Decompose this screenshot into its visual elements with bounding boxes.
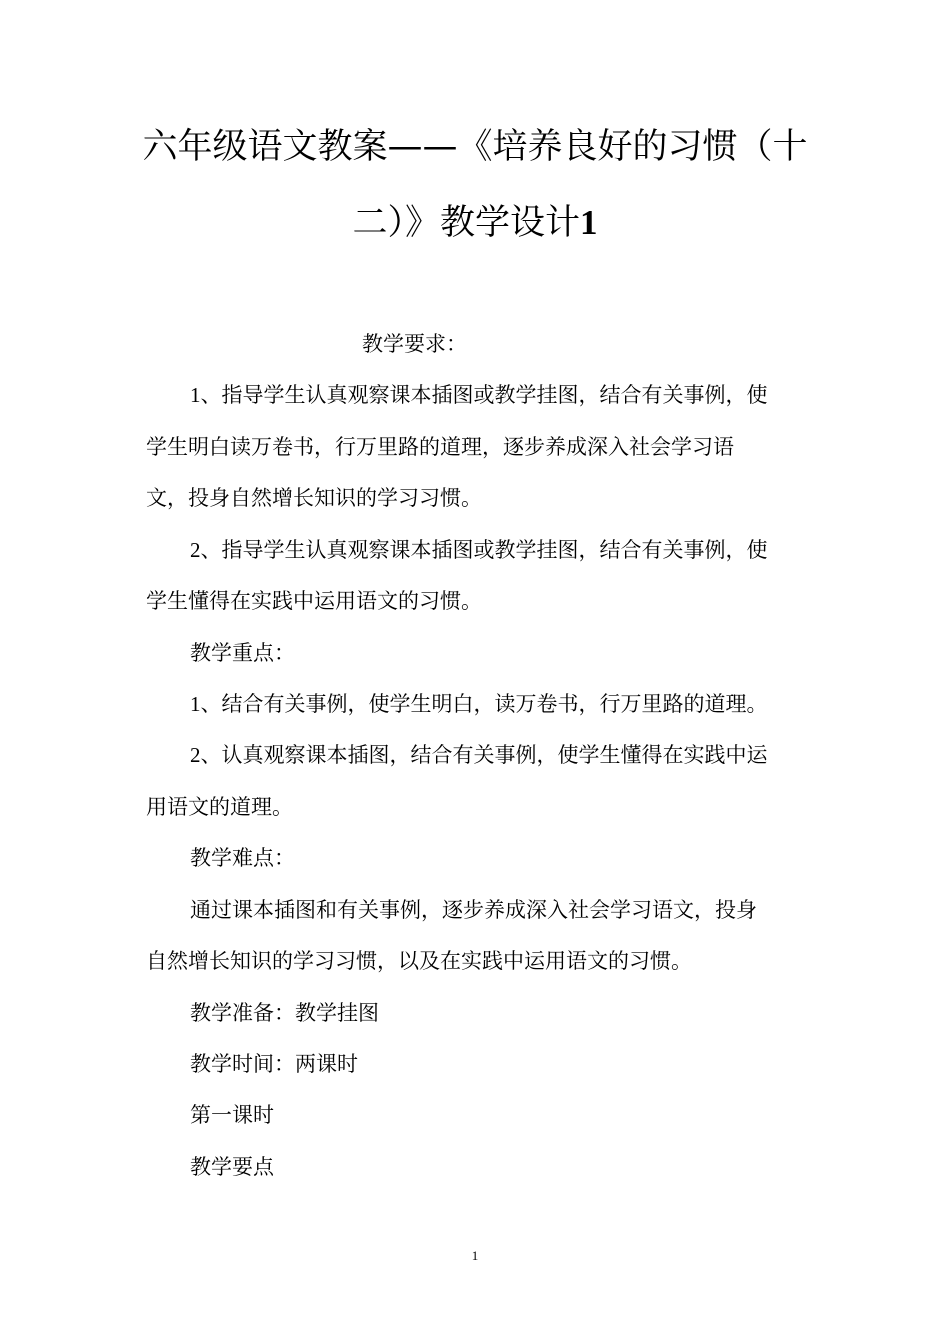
teaching-points-heading: 教学要点 bbox=[190, 1155, 274, 1179]
teaching-preparation: 教学准备：教学挂图 bbox=[190, 1001, 379, 1025]
paragraph-text: 、指导学生认真观察课本插图或教学挂图，结合有关事例，使 bbox=[200, 538, 768, 562]
title-number: 1 bbox=[580, 203, 598, 242]
difficulty-heading: 教学难点： bbox=[190, 846, 295, 870]
requirement-2-line-1 bbox=[190, 536, 768, 564]
first-lesson-heading: 第一课时 bbox=[190, 1103, 274, 1127]
key-point-1 bbox=[190, 690, 768, 718]
teaching-time: 教学时间：两课时 bbox=[190, 1052, 358, 1076]
requirement-1-line-1 bbox=[190, 381, 768, 409]
title-text: 二）》教学设计 bbox=[352, 203, 580, 243]
requirements-heading: 教学要求： bbox=[362, 332, 467, 356]
difficulty-line-1: 通过课本插图和有关事例，逐步养成深入社会学习语文，投身 bbox=[190, 898, 757, 922]
difficulty-line-2: 自然增长知识的学习习惯，以及在实践中运用语文的习惯。 bbox=[146, 949, 692, 973]
title-text: 六年级语文教案——《培养良好的习惯（十 bbox=[142, 127, 808, 167]
list-number: 1 bbox=[190, 692, 201, 716]
key-point-2-line-2: 用语文的道理。 bbox=[146, 795, 293, 819]
key-points-heading: 教学重点： bbox=[190, 641, 295, 665]
key-point-2-line-1 bbox=[190, 741, 768, 769]
list-number: 1 bbox=[190, 383, 201, 407]
page-number: 1 bbox=[471, 1248, 479, 1263]
requirement-1-line-3: 文，投身自然增长知识的学习习惯。 bbox=[146, 486, 482, 510]
list-number: 2 bbox=[190, 538, 201, 562]
list-number: 2 bbox=[190, 743, 201, 767]
document-title-line-2 bbox=[130, 203, 820, 243]
requirement-1-line-2: 学生明白读万卷书，行万里路的道理，逐步养成深入社会学习语 bbox=[146, 435, 734, 459]
paragraph-text: 、认真观察课本插图，结合有关事例，使学生懂得在实践中运 bbox=[200, 743, 768, 767]
paragraph-text: 、指导学生认真观察课本插图或教学挂图，结合有关事例，使 bbox=[200, 383, 768, 407]
paragraph-text: 、结合有关事例，使学生明白，读万卷书，行万里路的道理。 bbox=[200, 692, 768, 716]
requirement-2-line-2: 学生懂得在实践中运用语文的习惯。 bbox=[146, 589, 482, 613]
document-title-line-1 bbox=[130, 127, 820, 167]
